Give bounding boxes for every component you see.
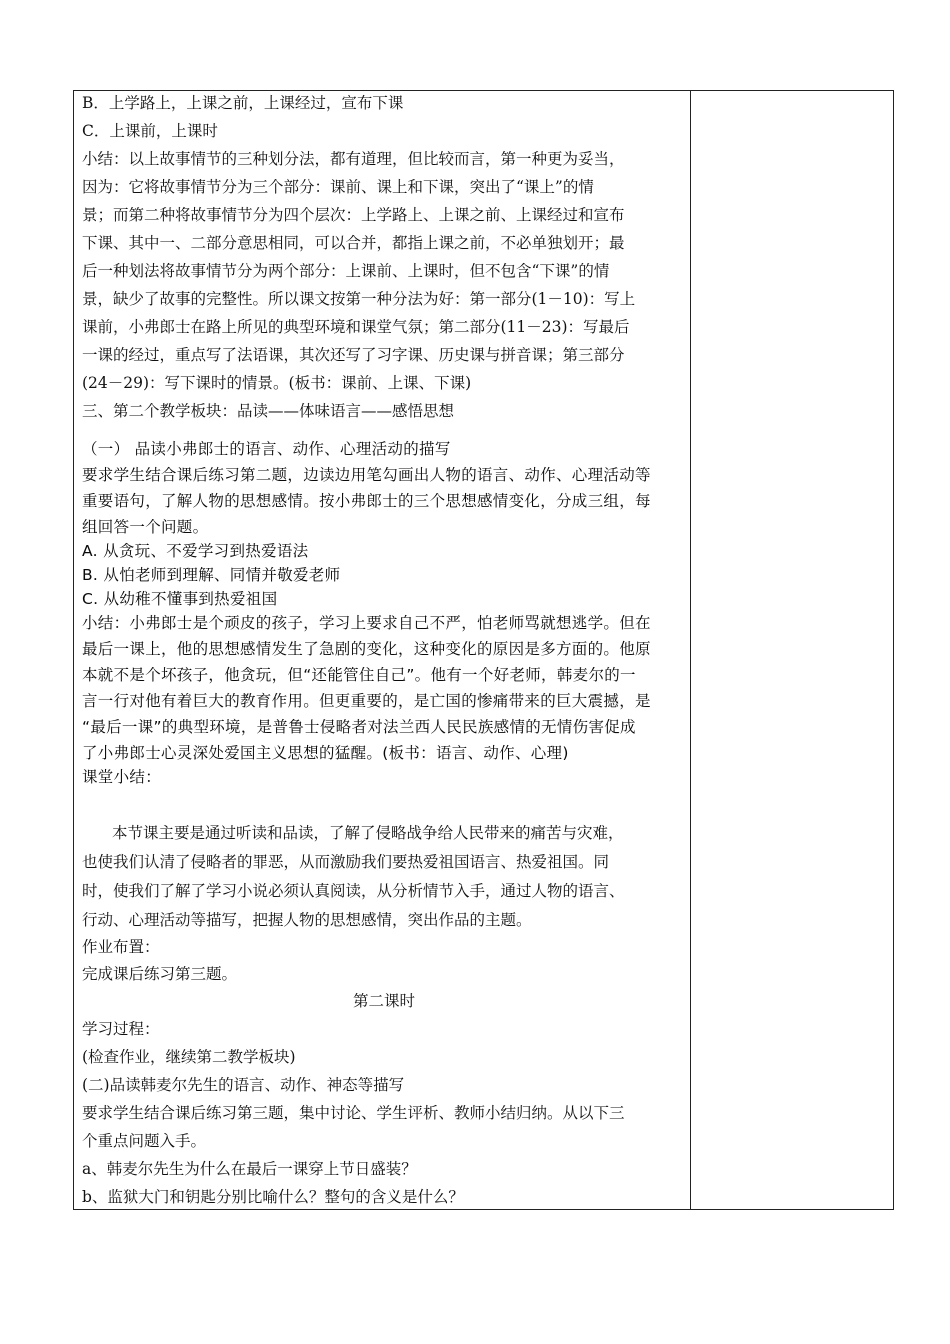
text-line: 组回答一个问题。: [82, 518, 209, 536]
question-line: b、监狱大门和钥匙分别比喻什么？整句的含义是什么？: [82, 1188, 464, 1206]
text-line: 小结：小弗郎士是个顽皮的孩子，学习上要求自己不严，怕老师骂就想逃学。但在: [82, 614, 651, 632]
text-line: B．上学路上，上课之前，上课经过，宣布下课: [82, 94, 404, 112]
text-line: B. 从怕老师到理解、同情并敬爱老师: [82, 566, 341, 584]
text-line: (24－29)：写下课时的情景。(板书：课前、上课、下课): [82, 374, 472, 392]
summary-line: 也使我们认清了侵略者的罪恶，从而激励我们要热爱祖国语言、热爱祖国。同: [82, 853, 610, 871]
text-line: 小结：以上故事情节的三种划分法，都有道理，但比较而言，第一种更为妥当，: [82, 150, 625, 168]
lesson-table: [73, 90, 894, 1210]
text-line: 重要语句，了解人物的思想感情。按小弗郎士的三个思想感情变化，分成三组，每: [82, 492, 651, 510]
summary-line: 行动、心理活动等描写，把握人物的思想感情，突出作品的主题。: [82, 911, 532, 929]
text-line: C．上课前，上课时: [82, 122, 218, 140]
text-line: 了小弗郎士心灵深处爱国主义思想的猛醒。(板书：语言、动作、心理): [82, 744, 569, 762]
text-line: 学习过程：: [82, 1020, 160, 1038]
text-line: 言一行对他有着巨大的教育作用。但更重要的，是亡国的惨痛带来的巨大震撼，是: [82, 692, 651, 710]
text-line: 因为：它将故事情节分为三个部分：课前、课上和下课，突出了“课上”的情: [82, 178, 594, 196]
text-line: 景；而第二种将故事情节分为四个层次：上学路上、上课之前、上课经过和宣布: [82, 206, 625, 224]
text-line: C. 从幼稚不懂事到热爱祖国: [82, 590, 278, 608]
text-line: 要求学生结合课后练习第三题，集中讨论、学生评析、教师小结归纳。从以下三: [82, 1104, 625, 1122]
summary-line: 本节课主要是通过听读和品读，了解了侵略战争给人民带来的痛苦与灾难，: [112, 824, 624, 842]
lesson-title: 第二课时: [352, 992, 415, 1010]
text-line: 下课、其中一、二部分意思相同，可以合并，都指上课之前，不必单独划开；最: [82, 234, 625, 252]
homework-item: 完成课后练习第三题。: [82, 965, 238, 983]
text-line: 本就不是个坏孩子，他贪玩，但“还能管住自己”。他有一个好老师，韩麦尔的一: [82, 666, 636, 684]
text-line: 要求学生结合课后练习第二题，边读边用笔勾画出人物的语言、动作、心理活动等: [82, 466, 651, 484]
column-divider: [690, 91, 691, 1209]
text-line: 最后一课上，他的思想感情发生了急剧的变化，这种变化的原因是多方面的。他原: [82, 640, 651, 658]
subsection-heading: (二)品读韩麦尔先生的语言、动作、神态等描写: [82, 1076, 405, 1094]
text-line: 一课的经过，重点写了法语课，其次还写了习字课、历史课与拼音课；第三部分: [82, 346, 625, 364]
text-line: 景，缺少了故事的完整性。所以课文按第一种分法为好：第一部分(1－10)：写上: [82, 290, 636, 308]
subsection-heading: 课堂小结：: [82, 768, 162, 786]
text-line: “最后一课”的典型环境，是普鲁士侵略者对法兰西人民民族感情的无情伤害促成: [82, 718, 636, 736]
subsection-heading: （一） 品读小弗郎士的语言、动作、心理活动的描写: [82, 440, 451, 458]
question-line: a、韩麦尔先生为什么在最后一课穿上节日盛装？: [82, 1160, 417, 1178]
text-line: A. 从贪玩、不爱学习到热爱语法: [82, 542, 309, 560]
text-line: 个重点问题入手。: [82, 1132, 207, 1150]
summary-line: 时，使我们了解了学习小说必须认真阅读，从分析情节入手，通过人物的语言、: [82, 882, 625, 900]
text-line: 后一种划法将故事情节分为两个部分：上课前、上课时，但不包含“下课”的情: [82, 262, 610, 280]
text-line: 课前，小弗郎士在路上所见的典型环境和课堂气氛；第二部分(11－23)：写最后: [82, 318, 630, 336]
section-heading: 三、第二个教学板块：品读——体味语言——感悟思想: [82, 402, 455, 420]
text-line: (检查作业，继续第二教学板块): [82, 1048, 296, 1066]
homework-title: 作业布置：: [82, 938, 160, 956]
